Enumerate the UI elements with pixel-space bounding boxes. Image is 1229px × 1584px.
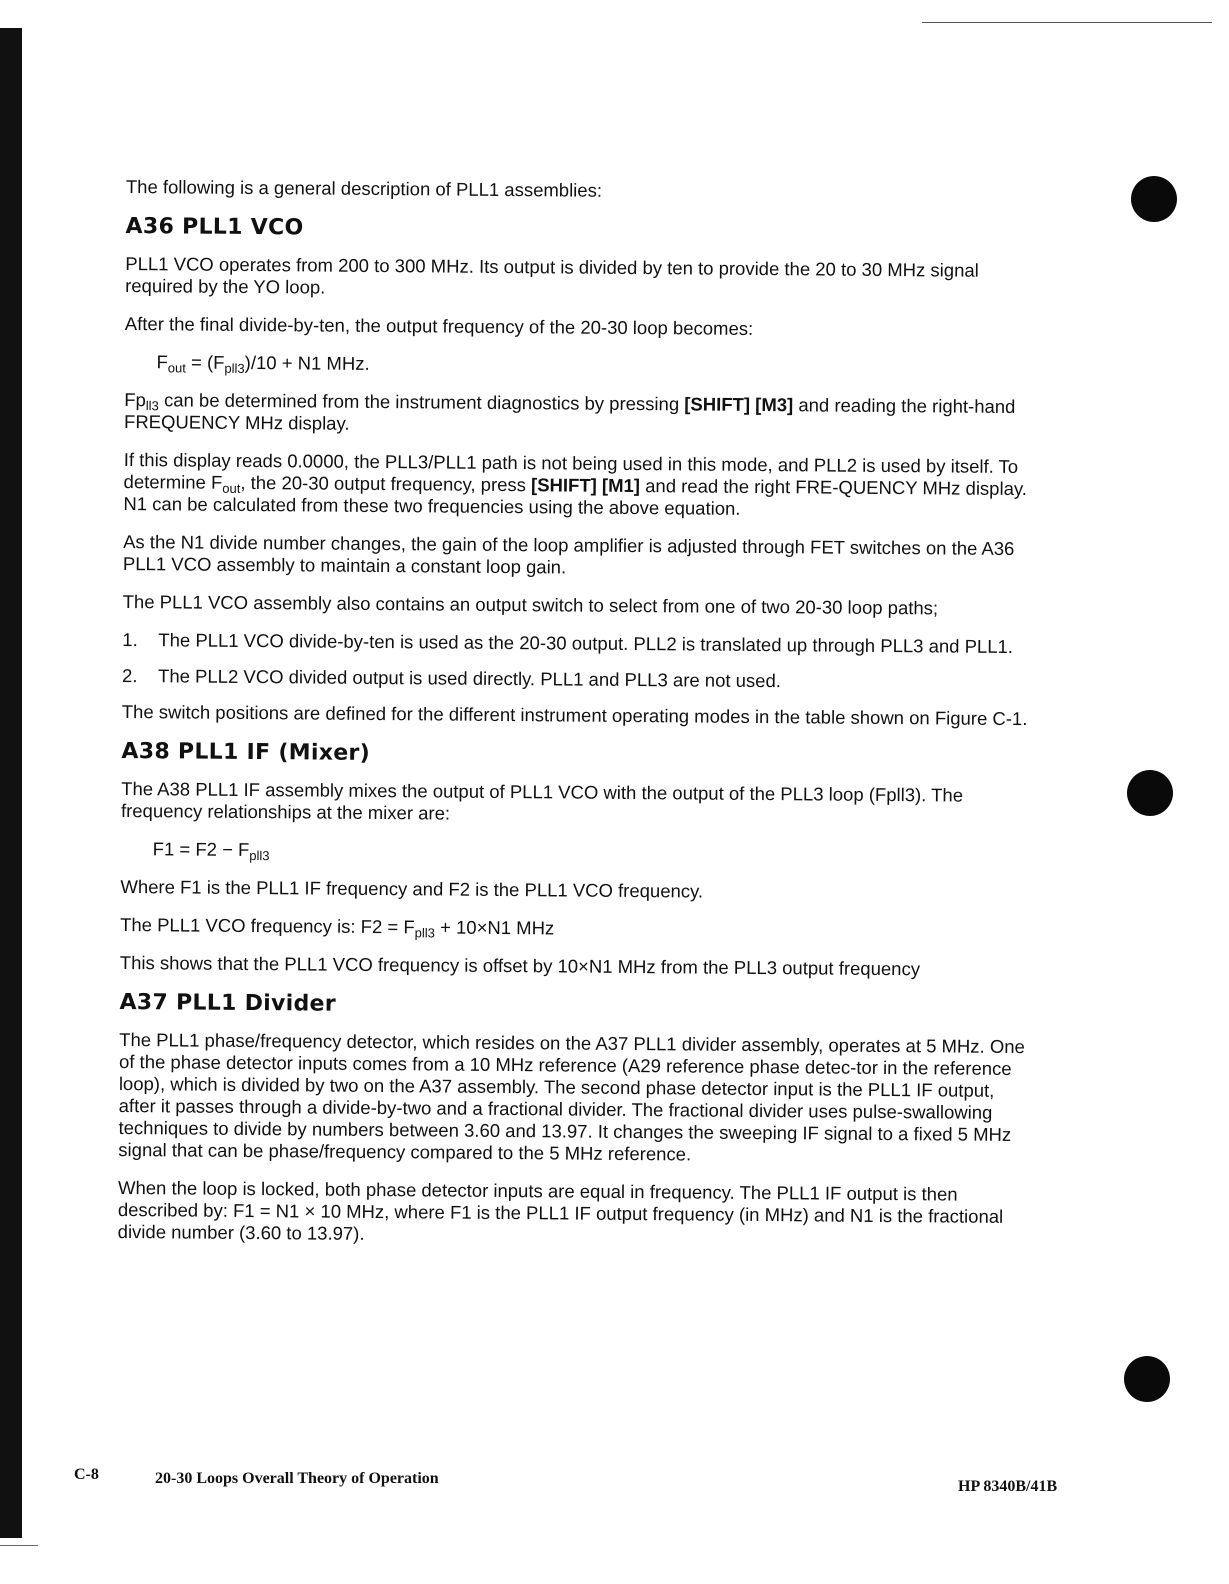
a36-paragraph-3: $Fp_{ll3}$ can be determined from the instrument diagnostics by pressing [SHIFT] [M3] and reading the right-hand FREQUENCY MHz display. xyxy=(123,388,1016,434)
a37-paragraph-2: When the loop is locked, both phase detector inputs are equal in frequency. The PLL1 IF output is then described by: F1 = N1 × 10 MHz, where F1 is the PLL1 IF output frequency (in MHz) and N1 is the fractional divide number (3.60 to 13.97). xyxy=(117,1176,1004,1244)
list-item: 1. The PLL1 VCO divide-by-ten is used as the 20-30 output. PLL2 is translated up through PLL3 and PLL1. xyxy=(122,628,1014,657)
punch-hole-top xyxy=(1131,176,1177,222)
binding-edge-bar xyxy=(0,28,22,1538)
a37-paragraph-1: The PLL1 phase/frequency detector, which resides on the A37 PLL1 divider assembly, operates at 5 MHz. One of the phase detector inputs comes from a 10 MHz reference (A29 reference phase detec-tor in the reference loop), which is divided by two on the A37 assembly. The second phase detector input is the PLL1 IF output, after it passes through a divide-by-two and a fractional divider. The fractional divider uses pulse-swallowing techniques to divide by numbers between 3.60 and 13.97. It changes the sweeping IF signal to a fixed 5 MHz signal that can be phase/frequency compared to the 5 MHz reference. xyxy=(118,1028,1025,1165)
a38-paragraph-2: Where F1 is the PLL1 IF frequency and F2 is the PLL1 VCO frequency. xyxy=(120,875,704,902)
punch-hole-bottom xyxy=(1124,1356,1170,1402)
a38-paragraph-3: The PLL1 VCO frequency is: $F2 = F_{pll3} + 10\times N1$ MHz xyxy=(120,913,555,941)
model-number: HP 8340B/41B xyxy=(958,1478,1058,1495)
a36-paragraph-2: After the final divide-by-ten, the output frequency of the 20-30 loop becomes: xyxy=(124,312,754,339)
section-heading-a38: A38 PLL1 IF (Mixer) xyxy=(121,738,371,766)
section-heading-a37: A37 PLL1 Divider xyxy=(119,989,337,1017)
page-body xyxy=(117,176,1037,1266)
key-shift-m3: [SHIFT] [M3] xyxy=(684,393,794,416)
fout-equation: $F_{out} = (F_{pll3})/10 + N1$ MHz. xyxy=(156,351,370,376)
page-number: C-8 xyxy=(74,1466,99,1483)
top-right-rule xyxy=(922,22,1212,23)
a36-paragraph-6: The PLL1 VCO assembly also contains an output switch to select from one of two 20-30 loop paths; xyxy=(122,590,939,619)
punch-hole-middle xyxy=(1127,770,1173,816)
key-shift-m1: [SHIFT] [M1] xyxy=(531,474,641,497)
loop-path-list xyxy=(122,629,1034,694)
section-heading-a36: A36 PLL1 VCO xyxy=(125,213,304,241)
a36-paragraph-5: As the N1 divide number changes, the gain of the loop amplifier is adjusted through FET switches on the A36 PLL1 VCO assembly to maintain a constant loop gain. xyxy=(122,530,1015,578)
list-item: 2. The PLL2 VCO divided output is used directly. PLL1 and PLL3 are not used. xyxy=(121,664,782,692)
a38-paragraph-4: This shows that the PLL1 VCO frequency is offset by 10×N1 MHz from the PLL3 output frequency xyxy=(119,951,921,980)
a38-paragraph-1: The A38 PLL1 IF assembly mixes the output of PLL1 VCO with the output of the PLL3 loop (Fpll3). The frequency relationships at the mixer are: xyxy=(120,777,964,824)
a36-paragraph-7: The switch positions are defined for the different instrument operating modes in the table shown on Figure C-1. xyxy=(121,700,1028,730)
a36-paragraph-4: If this display reads 0.0000, the PLL3/PLL1 path is not being used in this mode, and PLL2 is used by itself. To determine $F_{out}$, the 20-30 output frequency, press [SHIFT] [M1] and read the right FRE-QUENCY MHz display. N1 can be calculated from these two frequencies using the above equation. xyxy=(123,448,1028,519)
intro-text: The following is a general description of PLL1 assemblies: xyxy=(125,176,603,201)
mixer-equation: $F1 = F2 - F_{pll3}$ xyxy=(152,838,270,864)
a36-paragraph-1: PLL1 VCO operates from 200 to 300 MHz. Its output is divided by ten to provide the 20 to 30 MHz signal required by the YO loop. xyxy=(125,252,979,298)
chapter-title: 20-30 Loops Overall Theory of Operation xyxy=(155,1470,439,1487)
bottom-left-rule xyxy=(0,1545,38,1546)
